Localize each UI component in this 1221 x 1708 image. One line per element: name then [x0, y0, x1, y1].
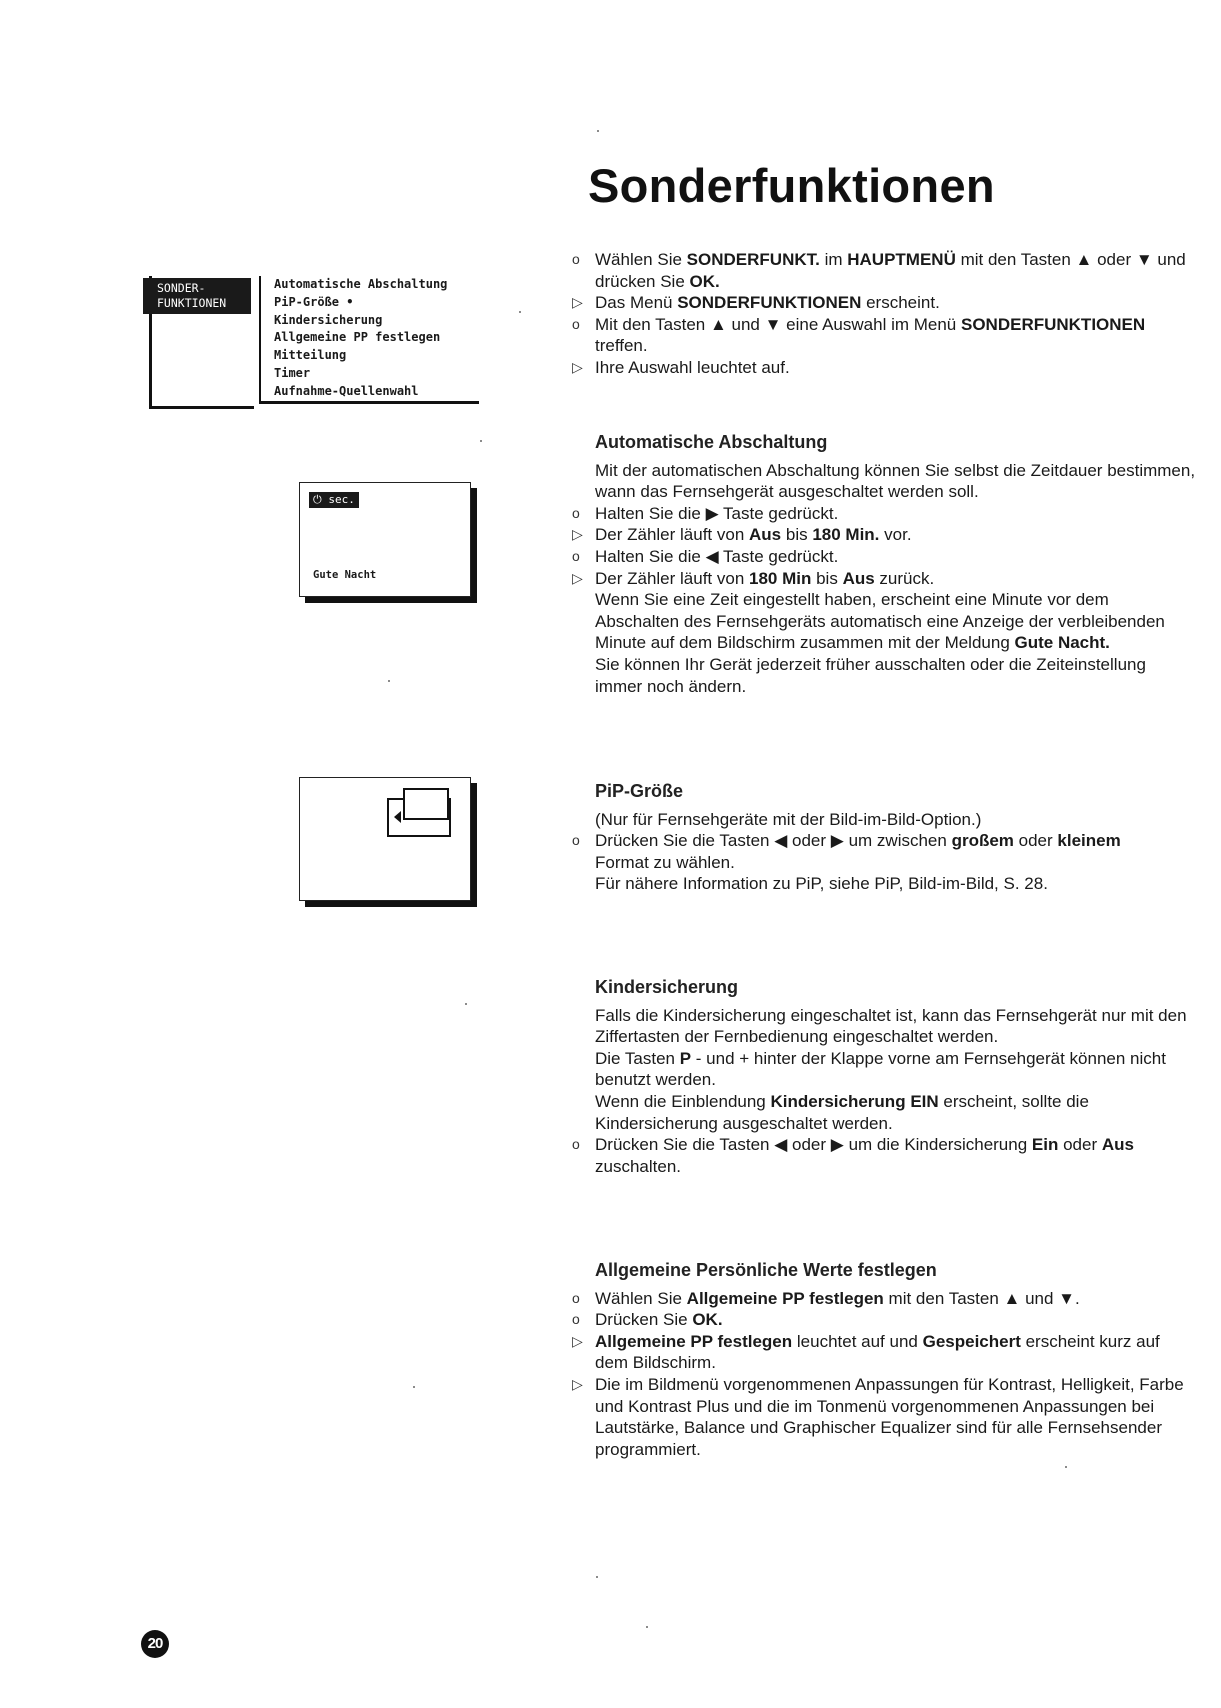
- page-title: Sonderfunktionen: [588, 159, 995, 212]
- menu-item: Timer: [274, 365, 311, 380]
- power-icon: ⏻: [313, 493, 322, 506]
- text-line: Die Tasten P - und + hinter der Klappe vorne am Fernsehgerät können nicht: [595, 1048, 1166, 1068]
- intro-result-1: ▷ Das Menü SONDERFUNKTIONEN erscheint.: [572, 293, 940, 313]
- menu-item-list: [259, 276, 479, 404]
- step-bullet: o: [572, 504, 580, 521]
- text-line: Für nähere Information zu PiP, siehe PiP, Bild-im-Bild, S. 28.: [595, 874, 1048, 894]
- result-line: ▷ Die im Bildmenü vorgenommenen Anpassungen für Kontrast, Helligkeit, Farbe: [572, 1374, 1184, 1394]
- intro-step-1: o Wählen Sie SONDERFUNKT. im HAUPTMENÜ mit den Tasten ▲ oder ▼ und: [572, 250, 1186, 269]
- menu-item: Allgemeine PP festlegen: [274, 330, 441, 345]
- page-number: 20: [141, 1630, 169, 1658]
- result-bullet: ▷: [572, 358, 583, 375]
- step-line: o Drücken Sie die Tasten ◀ oder ▶ um die Kindersicherung Ein oder Aus: [572, 1135, 1134, 1155]
- scan-speck: [519, 311, 521, 313]
- menu-tag: [143, 278, 251, 314]
- menu-item: Aufnahme-Quellenwahl: [274, 383, 419, 398]
- scan-speck: [646, 1626, 648, 1628]
- menu-tag-line2: FUNKTIONEN: [157, 296, 227, 310]
- text-line: dem Bildschirm.: [595, 1353, 716, 1373]
- intro-step-2: o Mit den Tasten ▲ und ▼ eine Auswahl im Menü SONDERFUNKTIONEN: [572, 314, 1146, 334]
- result-bullet: ▷: [572, 294, 583, 311]
- step-line: o Drücken Sie OK.: [572, 1310, 723, 1330]
- intro-step-2-cont: treffen.: [595, 336, 648, 356]
- text-line: Kindersicherung ausgeschaltet werden.: [595, 1113, 893, 1133]
- abschaltung-heading: Automatische Abschaltung: [595, 432, 828, 452]
- result-line: ▷ Allgemeine PP festlegen leuchtet auf und Gespeichert erscheint kurz auf: [572, 1331, 1160, 1351]
- result-bullet: ▷: [572, 569, 583, 586]
- timer-badge-label: sec.: [328, 493, 355, 506]
- allgemein-section: [572, 1260, 1212, 1460]
- scan-speck: [480, 440, 482, 442]
- pip-window-icon: [385, 786, 455, 842]
- text-line: Ziffertasten der Fernbedienung eingeschaltet werden.: [595, 1027, 999, 1047]
- scan-speck: [465, 1003, 467, 1005]
- step-bullet: o: [572, 832, 580, 849]
- step-bullet: o: [572, 1136, 580, 1153]
- kinder-section: [572, 977, 1212, 1177]
- menu-item: PiP-Größe •: [274, 294, 354, 309]
- result-bullet: ▷: [572, 1375, 583, 1392]
- timer-badge: [309, 492, 359, 508]
- scan-speck: [596, 1576, 598, 1578]
- scan-speck: [597, 130, 599, 132]
- result-line: ▷ Der Zähler läuft von Aus bis 180 Min. vor.: [572, 525, 912, 545]
- kinder-heading: Kindersicherung: [595, 977, 739, 997]
- text-line: Format zu wählen.: [595, 852, 735, 872]
- text-line: programmiert.: [595, 1439, 701, 1459]
- text-line: Abschalten des Fernsehgeräts automatisch eine Anzeige der verbleibenden: [595, 611, 1165, 631]
- step-line: o Halten Sie die ▶ Taste gedrückt.: [572, 503, 839, 523]
- abschaltung-section: [572, 432, 1212, 697]
- text-line: Minute auf dem Bildschirm zusammen mit der Meldung Gute Nacht.: [595, 633, 1110, 653]
- text-line: zuschalten.: [595, 1156, 681, 1176]
- intro-step-1-cont: drücken Sie OK.: [595, 271, 720, 291]
- step-bullet: o: [572, 1311, 580, 1328]
- good-night-message: Gute Nacht: [313, 569, 377, 581]
- intro-result-2: ▷ Ihre Auswahl leuchtet auf.: [572, 357, 790, 377]
- text-line: und Kontrast Plus und die im Tonmenü vorgenommenen Anpassungen bei: [595, 1396, 1155, 1416]
- text-line: benutzt werden.: [595, 1070, 716, 1090]
- step-line: o Drücken Sie die Tasten ◀ oder ▶ um zwischen großem oder kleinem: [572, 831, 1121, 851]
- step-line: o Wählen Sie Allgemeine PP festlegen mit den Tasten ▲ und ▼.: [572, 1288, 1080, 1308]
- text-line: Wenn die Einblendung Kindersicherung EIN erscheint, sollte die: [595, 1091, 1089, 1111]
- menu-item: Kindersicherung: [274, 312, 383, 327]
- text-line: Lautstärke, Balance und Graphischer Equalizer sind für alle Fernsehsender: [595, 1418, 1162, 1438]
- step-bullet: o: [572, 547, 580, 564]
- scan-speck: [1065, 1466, 1067, 1468]
- step-bullet: o: [572, 1289, 580, 1306]
- text-line: Mit der automatischen Abschaltung können Sie selbst die Zeitdauer bestimmen,: [595, 460, 1196, 480]
- text-line: Sie können Ihr Gerät jederzeit früher ausschalten oder die Zeiteinstellung: [595, 654, 1146, 674]
- intro-section: [572, 249, 1212, 379]
- menu-tag-line1: SONDER-: [157, 281, 206, 295]
- step-bullet: o: [572, 251, 580, 267]
- allgemein-heading: Allgemeine Persönliche Werte festlegen: [595, 1260, 937, 1280]
- pip-screen: [299, 777, 471, 901]
- result-bullet: ▷: [572, 526, 583, 543]
- pip-section: [572, 781, 1212, 895]
- menu-item: Automatische Abschaltung: [274, 277, 448, 291]
- step-bullet: o: [572, 315, 580, 332]
- text-line: wann das Fernsehgerät ausgeschaltet werden soll.: [595, 482, 979, 502]
- text-line: (Nur für Fernsehgeräte mit der Bild-im-Bild-Option.): [595, 809, 982, 829]
- pip-heading: PiP-Größe: [595, 781, 684, 801]
- scan-speck: [413, 1386, 415, 1388]
- menu-item: Mitteilung: [274, 348, 347, 363]
- result-bullet: ▷: [572, 1332, 583, 1349]
- text-line: Falls die Kindersicherung eingeschaltet ist, kann das Fernsehgerät nur mit den: [595, 1005, 1187, 1025]
- text-line: Wenn Sie eine Zeit eingestellt haben, erscheint eine Minute vor dem: [595, 590, 1109, 610]
- text-line: immer noch ändern.: [595, 676, 747, 696]
- scan-speck: [388, 680, 390, 682]
- result-line: ▷ Der Zähler läuft von 180 Min bis Aus zurück.: [572, 568, 935, 588]
- step-line: o Halten Sie die ◀ Taste gedrückt.: [572, 546, 839, 566]
- timer-screen: [299, 482, 471, 597]
